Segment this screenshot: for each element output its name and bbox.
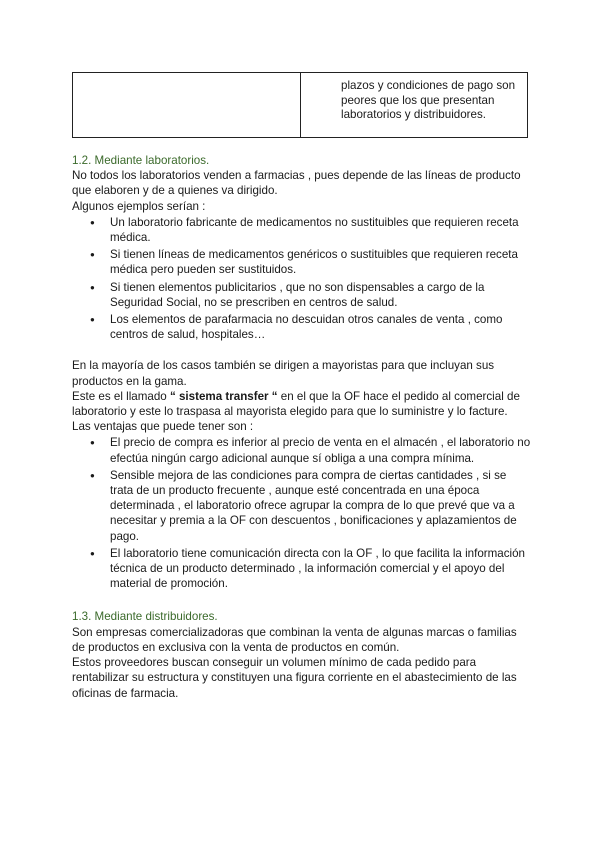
list-item: ● Un laboratorio fabricante de medicamentos no sustituibles que requieren receta médica.: [110, 215, 532, 245]
distributors-paragraph-1: Son empresas comercializadoras que combinan la venta de algunas marcas o familias de productos en exclusiva con la venta de productos en común.: [72, 625, 517, 654]
examples-label: Algunos ejemplos serían :: [72, 199, 206, 213]
table-row: [73, 73, 528, 138]
section-heading-1-2: 1.2. Mediante laboratorios.: [72, 154, 210, 167]
transfer-text-before: Este es el llamado: [72, 389, 170, 403]
list-item: ● Los elementos de parafarmacia no descuidan otros canales de venta , como centros de salud, hospitales…: [110, 312, 532, 342]
advantages-label: Las ventajas que puede tener son :: [72, 420, 254, 434]
distributors-paragraph-2: Estos proveedores buscan conseguir un volumen mínimo de cada pedido para rentabilizar su estructura y constituyen una figura corriente en el abastecimiento de las oficinas de farmacia.: [72, 656, 517, 700]
advantages-list: [72, 435, 532, 591]
section-heading-1-3: 1.3. Mediante distribuidores.: [72, 610, 218, 624]
continuation-table: [72, 72, 528, 138]
spacer: [72, 344, 532, 358]
section-1-2-intro: No todos los laboratorios venden a farmacias , pues depende de las líneas de producto que elaboren y de a quienes va dirigido.: [72, 169, 521, 198]
table-cell-left: [73, 73, 301, 138]
transfer-paragraph: [72, 389, 532, 419]
table-cell-right: [301, 73, 528, 138]
list-item: ● El laboratorio tiene comunicación directa con la OF , lo que facilita la información técnica de un producto determinado , la información comercial y el apoyo del material de promoción.: [110, 546, 532, 592]
list-item: ● Si tienen líneas de medicamentos genéricos o sustituibles que requieren receta médica pero pueden ser sustituidos.: [110, 247, 532, 277]
list-item: ● El precio de compra es inferior al precio de venta en el almacén , el laboratorio no efectúa ningún cargo adicional aunque sí obliga a una compra mínima.: [110, 435, 532, 465]
transfer-text-after: en el que la OF hace el pedido al comercial de laboratorio y este lo traspasa al mayorista elegido para que lo suministre y lo facture.: [72, 389, 520, 419]
list-item: ● Sensible mejora de las condiciones para compra de ciertas cantidades , si se trata de un producto frecuente , aunque esté concentrada en una época determinada , el laboratorio ofrece agrupar la compra de lo que prevé que va a necesitar y premia a la OF con descuentos , bonificaciones y aplazamientos de pago.: [110, 468, 532, 544]
list-item: ● Si tienen elementos publicitarios , que no son dispensables a cargo de la Seguridad Social, no se prescriben en centros de salud.: [110, 280, 532, 310]
spacer: [72, 593, 532, 609]
wholesalers-paragraph: En la mayoría de los casos también se dirigen a mayoristas para que incluyan sus productos en la gama.: [72, 359, 495, 388]
transfer-system-term: “ sistema transfer “: [169, 389, 278, 403]
table-cell-text: plazos y condiciones de pago son peores que los que presentan laboratorios y distribuidores.: [341, 79, 516, 122]
examples-list: [72, 215, 532, 343]
document-body: [72, 153, 532, 701]
